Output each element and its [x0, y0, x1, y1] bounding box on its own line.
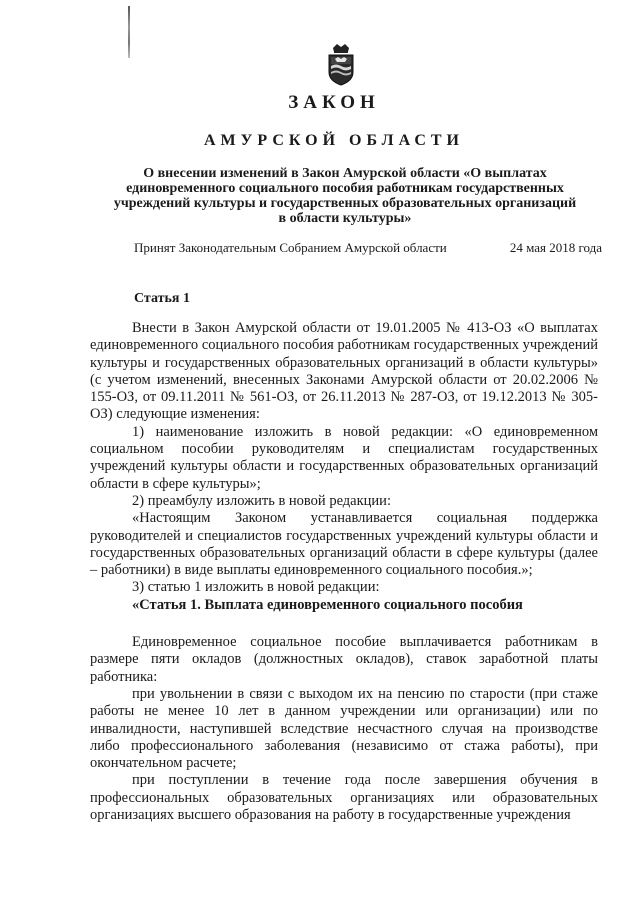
- amendment-item-3: 3) статью 1 изложить в новой редакции:: [132, 579, 380, 596]
- amendment-item-1: 1) наименование изложить в новой редакции: «О единовременном социальном пособии руководителям и специалистам государственных учреждений культуры области и государственных образовательных организаций области в сфере культуры»;: [90, 423, 598, 492]
- new-article-title: «Статья 1. Выплата единовременного социального пособия: [132, 596, 523, 613]
- law-title: ЗАКОН: [288, 92, 380, 113]
- paragraph-retirement: при увольнении в связи с выходом их на пенсию по старости (при стаже работы не менее 10 лет в данном учреждении или организации) или по инвалидности, наступившей вследствие несчастного случая на производстве либо профессионального заболевания (независимо от стажа работы), при окончательном расчете;: [90, 685, 598, 772]
- article-intro: Внести в Закон Амурской области от 19.01.2005 № 413-ОЗ «О выплатах единовременного социального пособия работникам государственных учреждений культуры и государственных образовательных организаций в области культуры» (с учетом изменений, внесенных Законами Амурской области от 20.02.2006 № 155-ОЗ, от 09.11.2011 № 561-ОЗ, от 26.11.2013 № 287-ОЗ, от 19.12.2013 № 305-ОЗ) следующие изменения:: [90, 320, 598, 423]
- amendment-item-2: 2) преамбулу изложить в новой редакции:: [132, 492, 391, 509]
- adopted-by: Принят Законодательным Собранием Амурской области: [134, 240, 447, 255]
- scan-artifact-line: [128, 6, 130, 58]
- law-subject: О внесении изменений в Закон Амурской области «О выплатах единовременного социального пособия работникам государственных учреждений культуры и государственных образовательных организаций в области культуры»: [113, 166, 577, 226]
- article-body: [90, 320, 598, 824]
- region-title: АМУРСКОЙ ОБЛАСТИ: [204, 132, 464, 149]
- paragraph-graduates: при поступлении в течение года после завершения обучения в профессиональных образовательных организациях или образовательных организациях высшего образования на работу в государственные учреждения: [90, 772, 598, 824]
- adopted-date: 24 мая 2018 года: [509, 240, 602, 255]
- coat-of-arms-icon: [326, 42, 356, 86]
- adoption-line: [134, 240, 602, 256]
- paragraph-benefit-amount: Единовременное социальное пособие выплачивается работникам в размере пяти окладов (должностных окладов), ставок заработной платы работника:: [90, 634, 598, 685]
- amendment-item-2-quote: «Настоящим Законом устанавливается социальная поддержка руководителей и специалистов государственных учреждений культуры области и государственных образовательных организаций области в сфере культуры (далее – работники) в виде выплаты единовременного социального пособия.»;: [90, 510, 598, 579]
- article-heading: Статья 1: [134, 291, 190, 306]
